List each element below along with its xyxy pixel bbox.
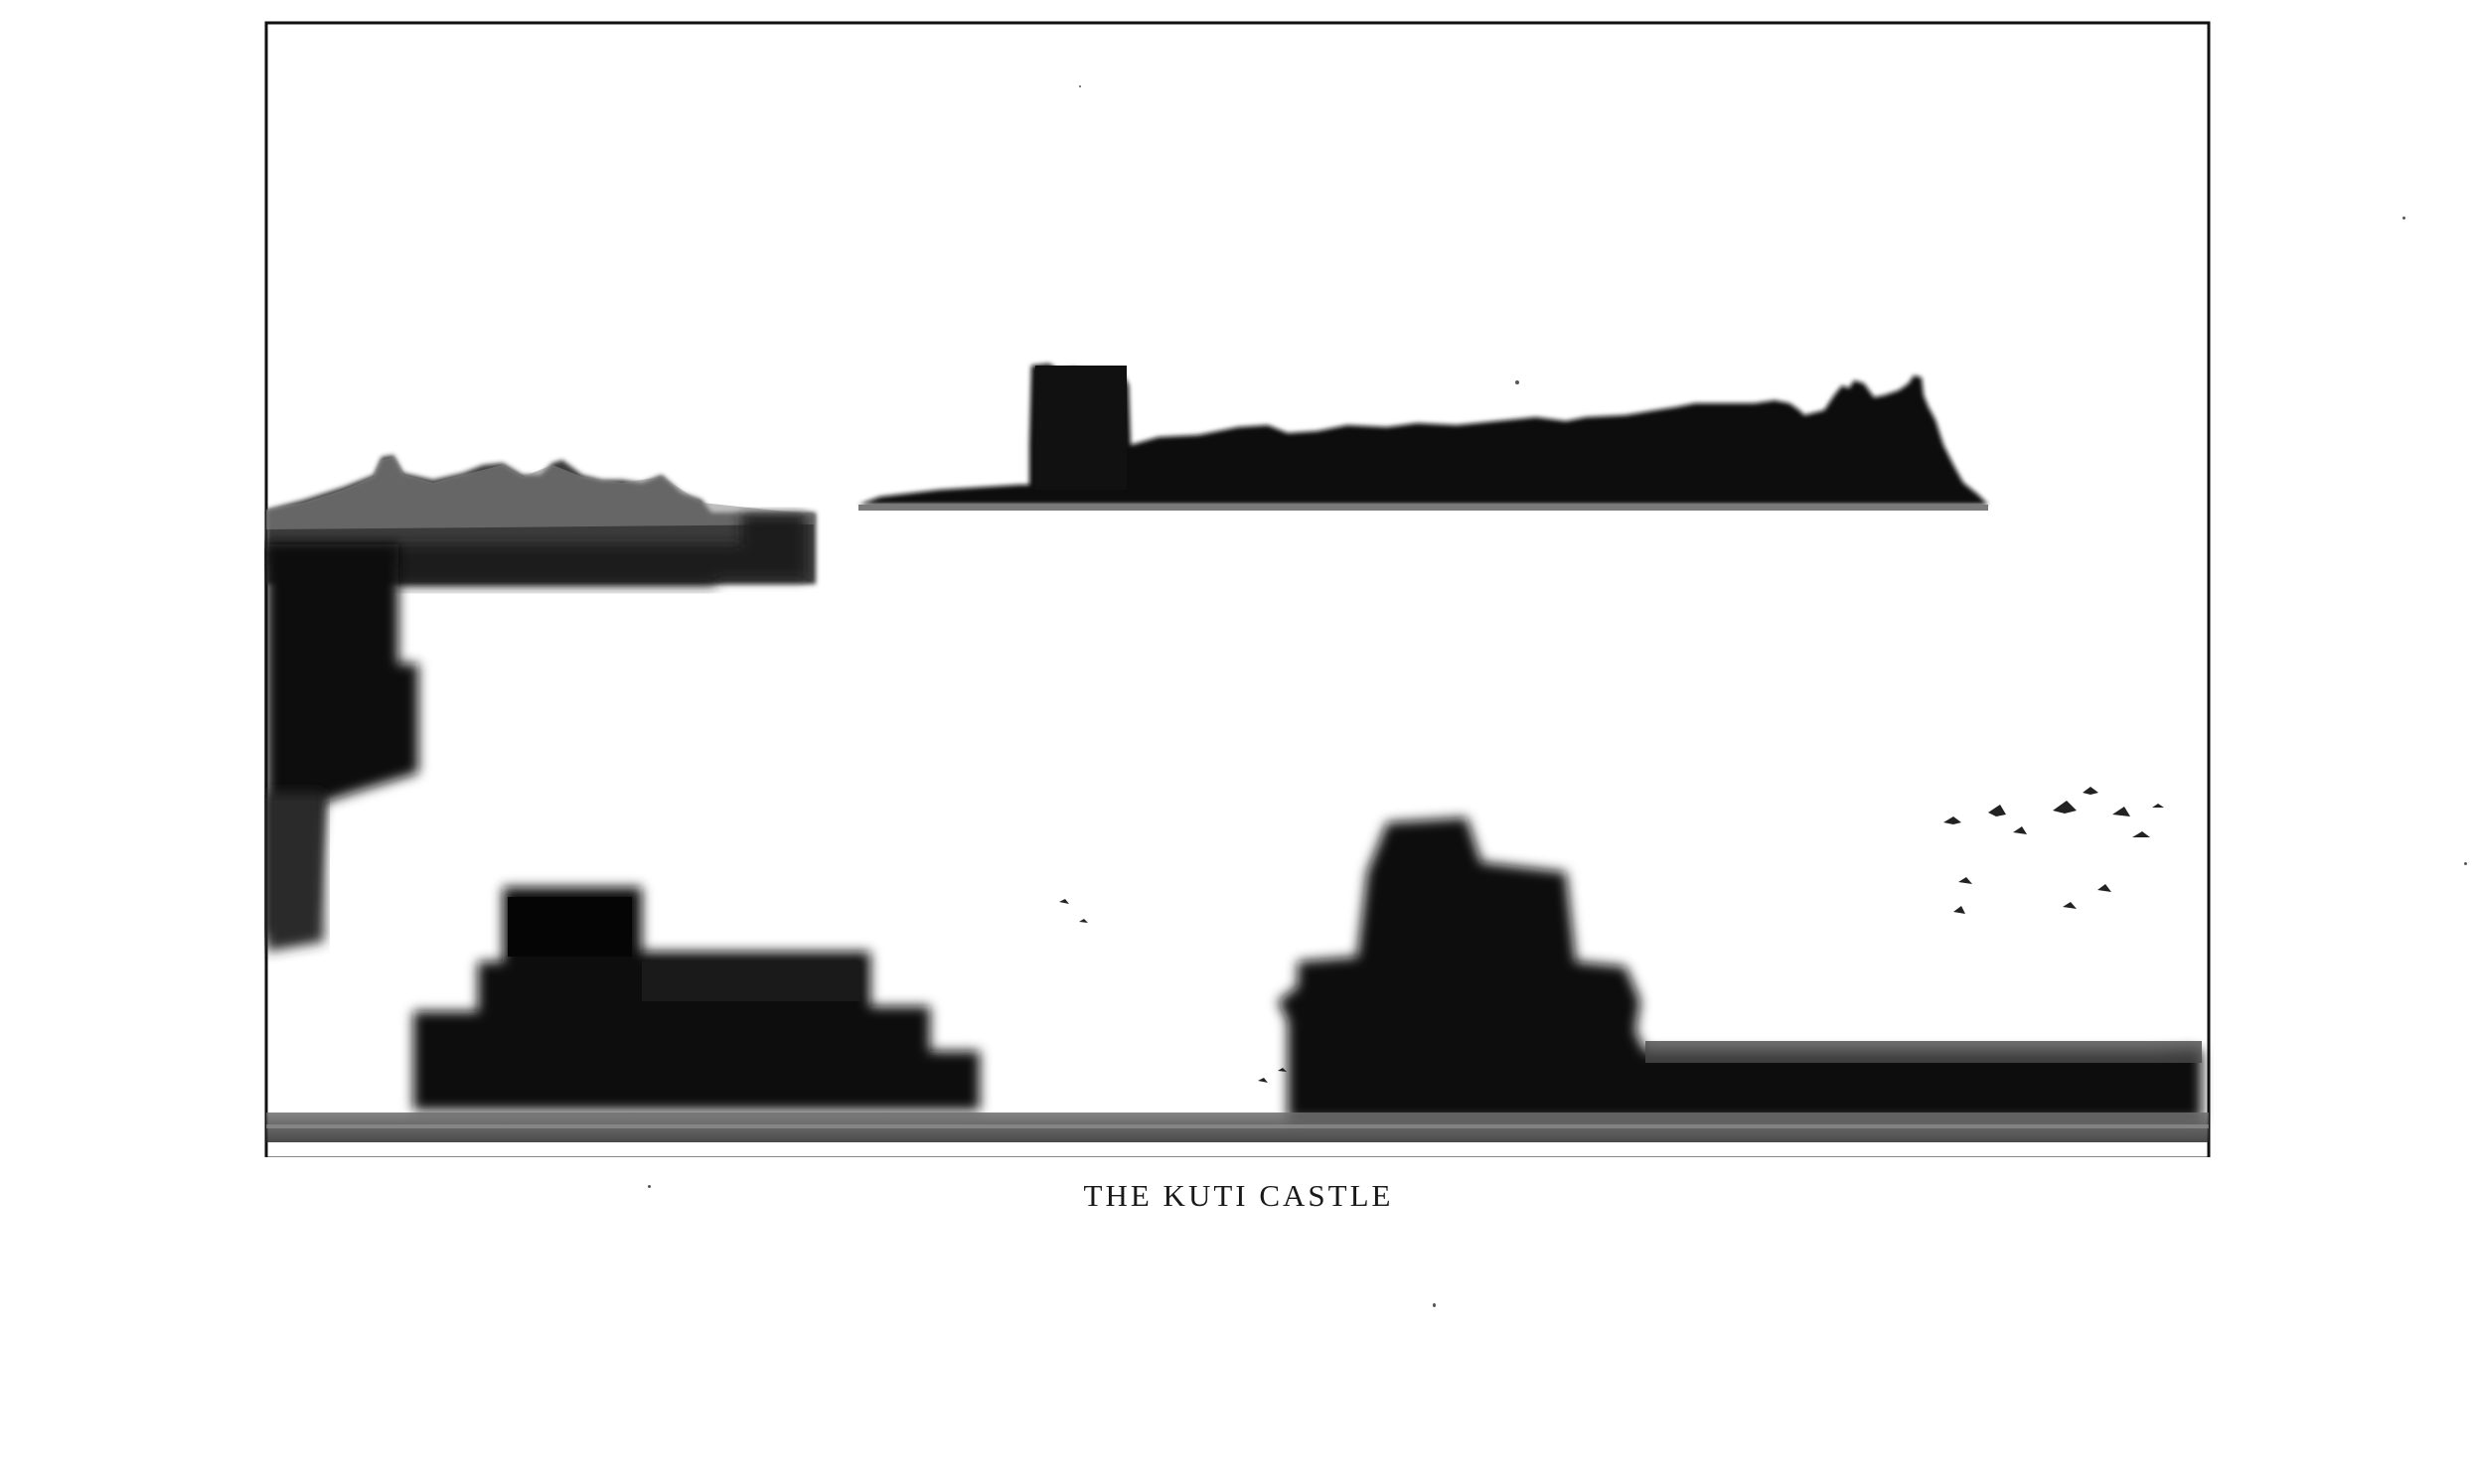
photo-plate (264, 8, 2214, 1157)
paper-speck (1515, 380, 1519, 384)
paper-speck (2464, 862, 2467, 865)
castle-photograph (264, 8, 2214, 1157)
paper-speck (2402, 217, 2405, 220)
paper-speck (1433, 1303, 1436, 1307)
paper-speck (648, 1185, 651, 1188)
paper-speck (1079, 85, 1081, 87)
plate-caption: THE KUTI CASTLE (1083, 1178, 1394, 1213)
